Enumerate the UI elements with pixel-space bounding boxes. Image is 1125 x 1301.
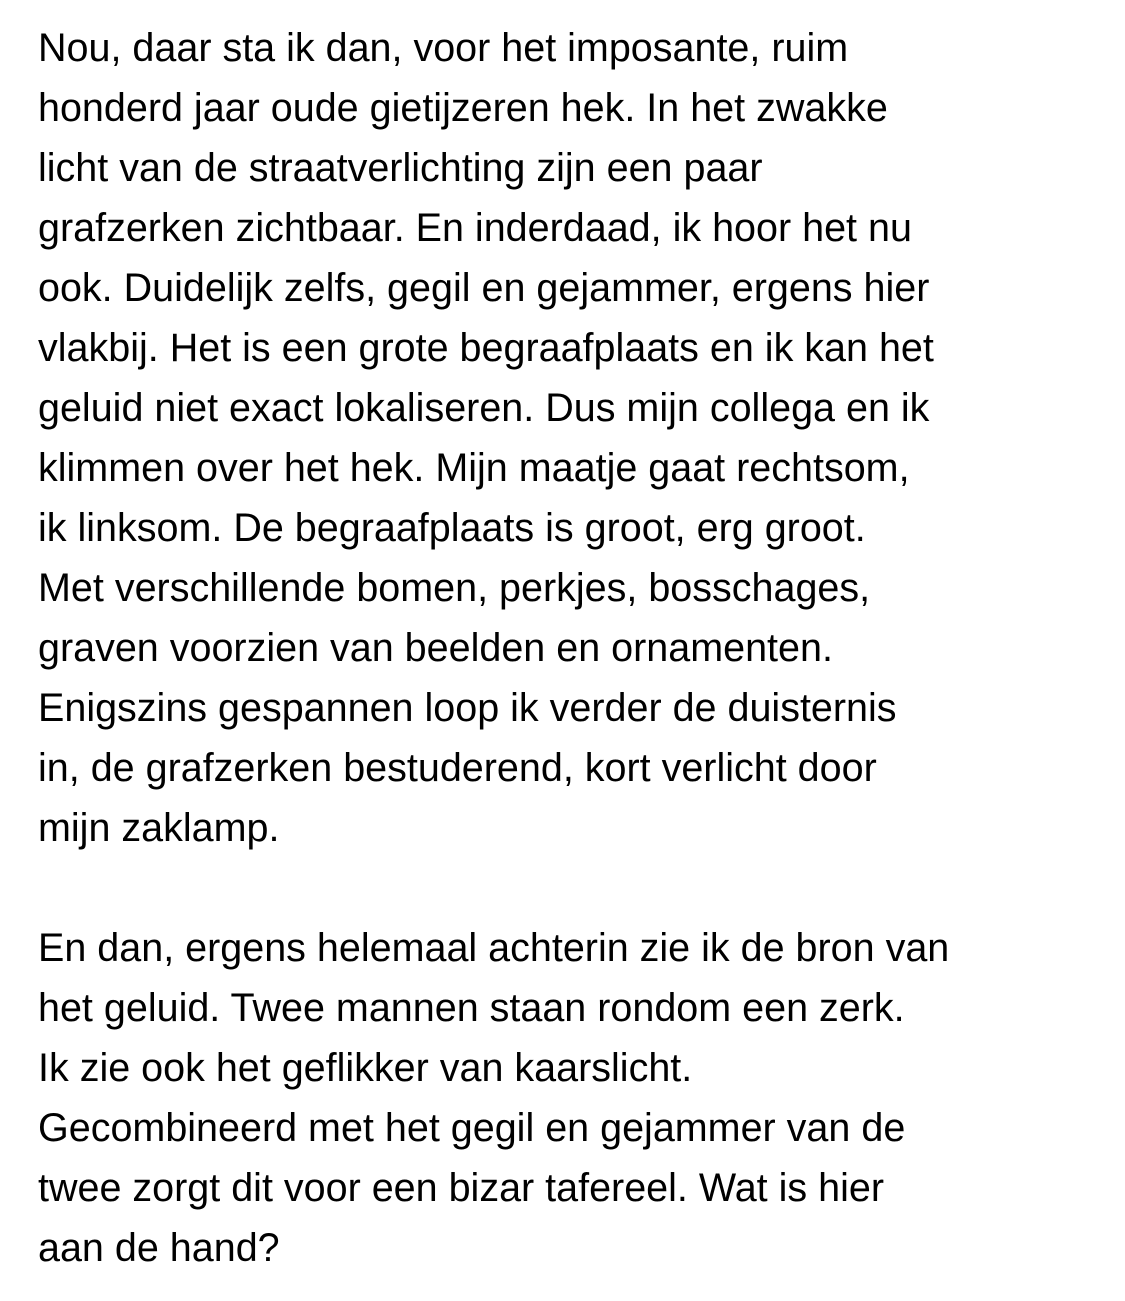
document-body (38, 18, 1108, 1278)
text-line: het geluid. Twee mannen staan rondom een zerk. (38, 986, 905, 1030)
text-line: En dan, ergens helemaal achterin zie ik de bron van (38, 926, 950, 970)
text-line: Ik zie ook het geflikker van kaarslicht. (38, 1046, 693, 1090)
text-line: mijn zaklamp. (38, 806, 280, 850)
text-line: licht van de straatverlichting zijn een paar (38, 146, 763, 190)
text-line: twee zorgt dit voor een bizar tafereel. Wat is hier (38, 1166, 884, 1210)
paragraph-2 (38, 918, 1108, 1278)
text-line: vlakbij. Het is een grote begraafplaats en ik kan het (38, 326, 934, 370)
text-line: Gecombineerd met het gegil en gejammer van de (38, 1106, 906, 1150)
text-line: Met verschillende bomen, perkjes, bosschages, (38, 566, 871, 610)
text-line: ook. Duidelijk zelfs, gegil en gejammer, ergens hier (38, 266, 930, 310)
text-line: grafzerken zichtbaar. En inderdaad, ik hoor het nu (38, 206, 912, 250)
text-line: geluid niet exact lokaliseren. Dus mijn collega en ik (38, 386, 930, 430)
text-line: honderd jaar oude gietijzeren hek. In het zwakke (38, 86, 888, 130)
text-line: Nou, daar sta ik dan, voor het imposante, ruim (38, 26, 849, 70)
text-line: klimmen over het hek. Mijn maatje gaat rechtsom, (38, 446, 910, 490)
paragraph-gap (38, 858, 1108, 918)
text-line: Enigszins gespannen loop ik verder de duisternis (38, 686, 897, 730)
text-line: aan de hand? (38, 1226, 280, 1270)
text-line: in, de grafzerken bestuderend, kort verlicht door (38, 746, 877, 790)
paragraph-1 (38, 18, 1108, 858)
text-line: ik linksom. De begraafplaats is groot, erg groot. (38, 506, 866, 550)
text-line: graven voorzien van beelden en ornamenten. (38, 626, 833, 670)
